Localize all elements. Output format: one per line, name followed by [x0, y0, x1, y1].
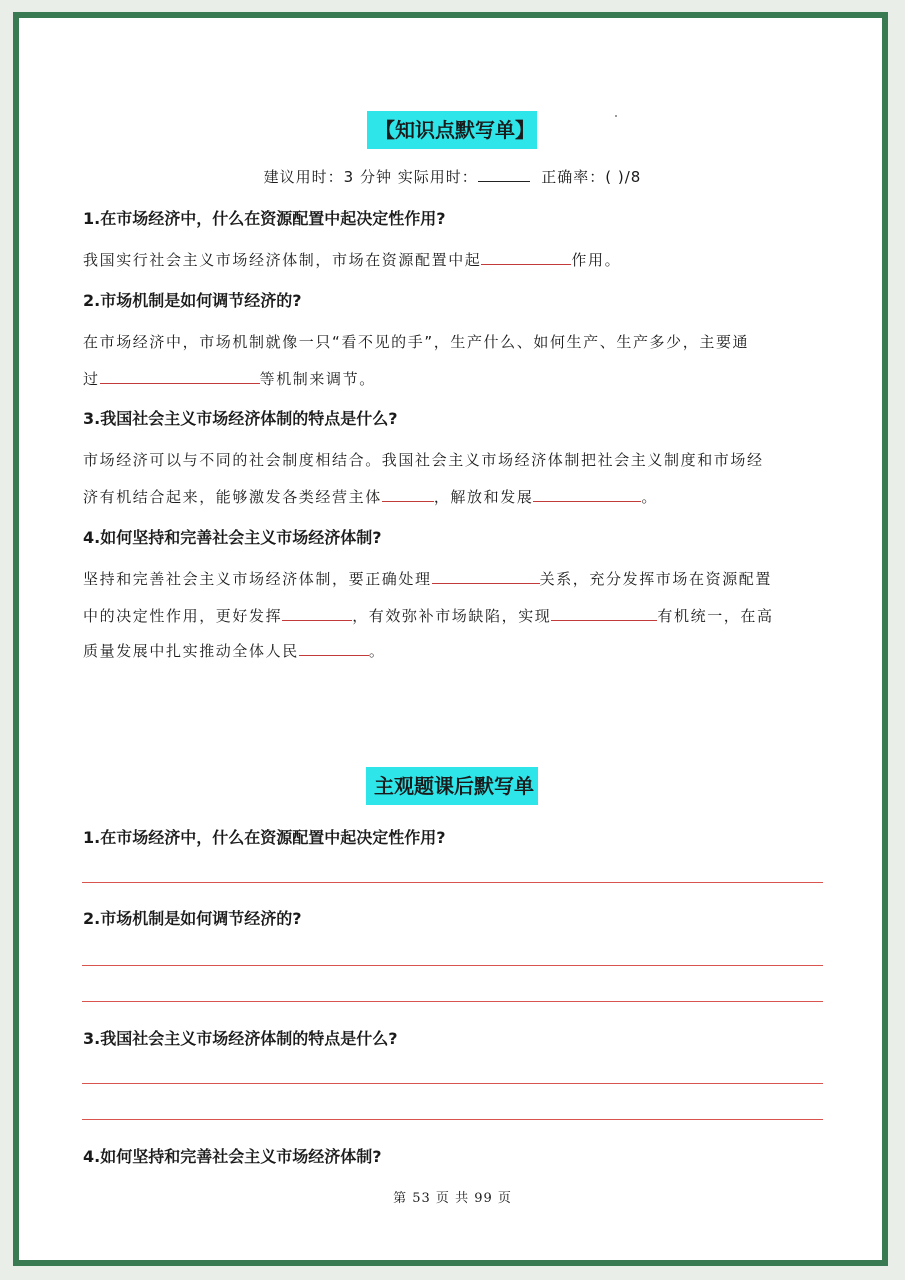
section-title-knowledge: 【知识点默写单】: [367, 111, 537, 149]
answer-line[interactable]: [82, 965, 823, 966]
actual-time-blank[interactable]: [478, 167, 530, 182]
worksheet-page: [13, 12, 888, 1266]
fill-blank[interactable]: [551, 606, 657, 621]
question-3-title: 3.我国社会主义市场经济体制的特点是什么?: [83, 409, 398, 428]
fill-blank[interactable]: [299, 641, 369, 656]
fill-blank[interactable]: [432, 569, 540, 584]
answer-line[interactable]: [82, 1001, 823, 1002]
subjective-question-3: 3.我国社会主义市场经济体制的特点是什么?: [83, 1029, 398, 1048]
time-accuracy-info: [0, 166, 905, 187]
question-2-line-2: 过 等机制来调节。: [83, 370, 376, 388]
fill-blank[interactable]: [481, 250, 571, 265]
question-2-line-1: 在市场经济中，市场机制就像一只“看不见的手”，生产什么、如何生产、生产多少，主要通: [83, 333, 750, 351]
question-3-line-1: 市场经济可以与不同的社会制度相结合。我国社会主义市场经济体制把社会主义制度和市场经: [83, 451, 764, 469]
accuracy-label: 正确率：( )/8: [541, 168, 642, 186]
section-title-subjective: 主观题课后默写单: [366, 767, 538, 805]
question-4-line-2: 中的决定性作用，更好发挥 ，有效弥补市场缺陷，实现 有机统一，在高: [83, 607, 774, 625]
answer-line[interactable]: [82, 1083, 823, 1084]
question-4-line-3: 质量发展中扎实推动全体人民 。: [83, 642, 386, 660]
fill-blank[interactable]: [533, 487, 641, 502]
question-2-title: 2.市场机制是如何调节经济的?: [83, 291, 302, 310]
question-3-line-2: 济有机结合起来，能够激发各类经营主体 ，解放和发展 。: [83, 488, 659, 506]
time-label: 建议用时：3 分钟 实际用时：: [263, 168, 478, 186]
subjective-question-4: 4.如何坚持和完善社会主义市场经济体制?: [83, 1147, 382, 1166]
page-footer: 第 53 页 共 99 页: [393, 1191, 512, 1206]
subjective-question-2: 2.市场机制是如何调节经济的?: [83, 909, 302, 928]
fill-blank[interactable]: [282, 606, 352, 621]
answer-line[interactable]: [82, 1119, 823, 1120]
fill-blank[interactable]: [382, 487, 434, 502]
question-4-line-1: 坚持和完善社会主义市场经济体制，要正确处理 关系，充分发挥市场在资源配置: [83, 570, 773, 588]
answer-line[interactable]: [82, 882, 823, 883]
question-1-line-1: 我国实行社会主义市场经济体制，市场在资源配置中起 作用。: [83, 251, 622, 269]
question-1-title: 1.在市场经济中，什么在资源配置中起决定性作用?: [83, 209, 446, 228]
subjective-question-1: 1.在市场经济中，什么在资源配置中起决定性作用?: [83, 828, 446, 847]
question-4-title: 4.如何坚持和完善社会主义市场经济体制?: [83, 528, 382, 547]
fill-blank[interactable]: [100, 369, 260, 384]
scan-speck: [615, 115, 617, 117]
